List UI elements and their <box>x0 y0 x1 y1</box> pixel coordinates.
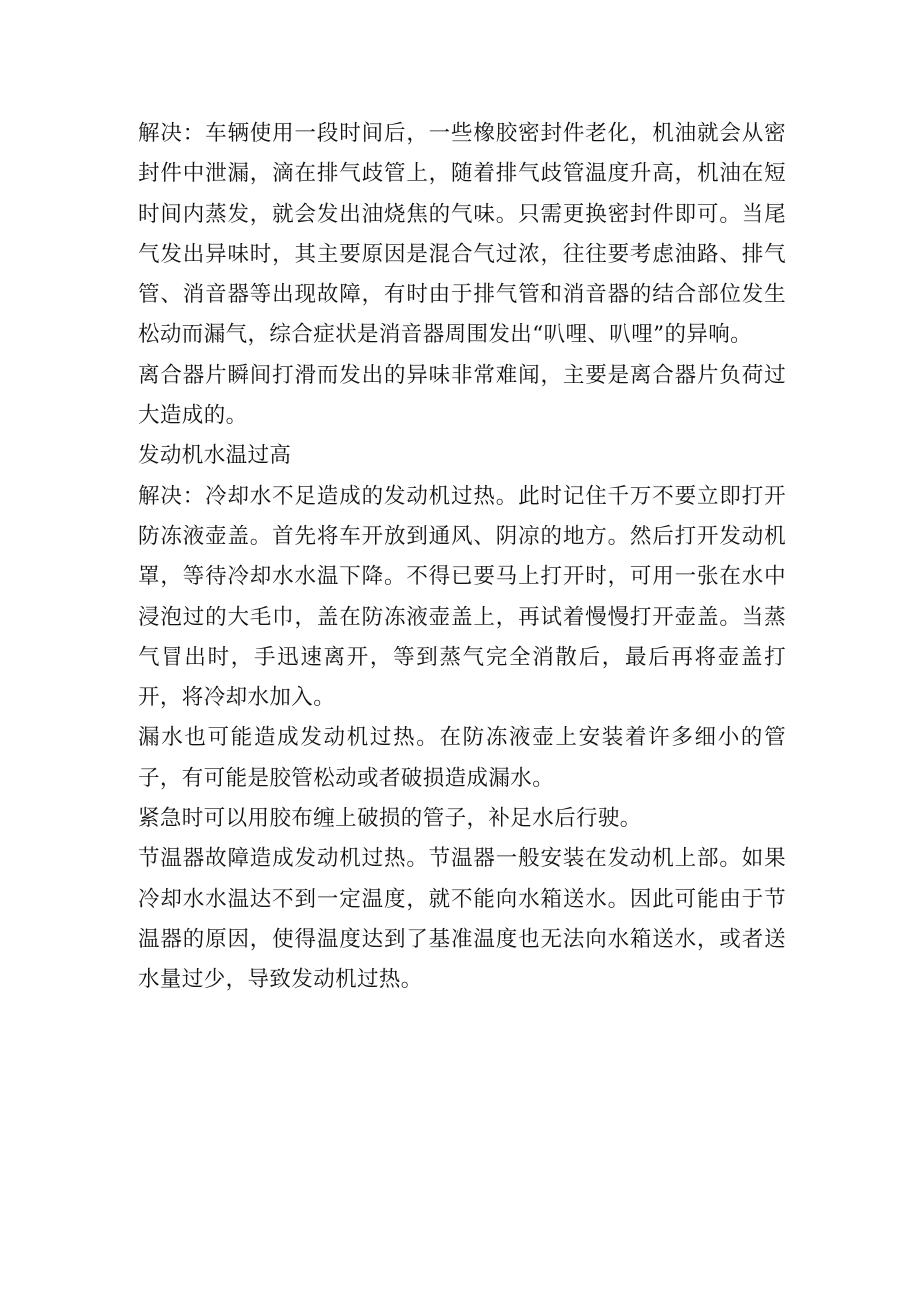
paragraph-coolant-shortage: 解决：冷却水不足造成的发动机过热。此时记住千万不要立即打开防冻液壶盖。首先将车开放到通风、阴凉的地方。然后打开发动机罩，等待冷却水水温下降。不得已要马上打开时，可用一张在水中浸泡过的大毛巾，盖在防冻液壶盖上，再试着慢慢打开壶盖。当蒸气冒出时，手迅速离开，等到蒸气完全消散后，最后再将壶盖打开，将冷却水加入。 <box>138 483 786 711</box>
paragraph-thermostat-fault: 节温器故障造成发动机过热。节温器一般安装在发动机上部。如果冷却水水温达不到一定温度，就不能向水箱送水。因此可能由于节温器的原因，使得温度达到了基准温度也无法向水箱送水，或者送水量过少，导致发动机过热。 <box>138 846 786 993</box>
paragraph-coolant-leak: 漏水也可能造成发动机过热。在防冻液壶上安装着许多细小的管子，有可能是胶管松动或者破损造成漏水。 <box>138 725 786 791</box>
paragraph-exhaust-odor: 解决：车辆使用一段时间后，一些橡胶密封件老化，机油就会从密封件中泄漏，滴在排气歧管上，随着排气歧管温度升高，机油在短时间内蒸发，就会发出油烧焦的气味。只需更换密封件即可。当尾气发出异味时，其主要原因是混合气过浓，往往要考虑油路、排气管、消音器等出现故障，有时由于排气管和消音器的结合部位发生松动而漏气，综合症状是消音器周围发出“叭哩、叭哩”的异响。 <box>138 121 786 348</box>
section-heading-engine-overheat: 发动机水温过高 <box>138 443 292 469</box>
paragraph-clutch-odor: 离合器片瞬间打滑而发出的异味非常难闻，主要是离合器片负荷过大造成的。 <box>138 362 786 429</box>
paragraph-emergency-repair: 紧急时可以用胶布缠上破损的管子，补足水后行驶。 <box>138 806 642 832</box>
document-body <box>138 114 786 1001</box>
